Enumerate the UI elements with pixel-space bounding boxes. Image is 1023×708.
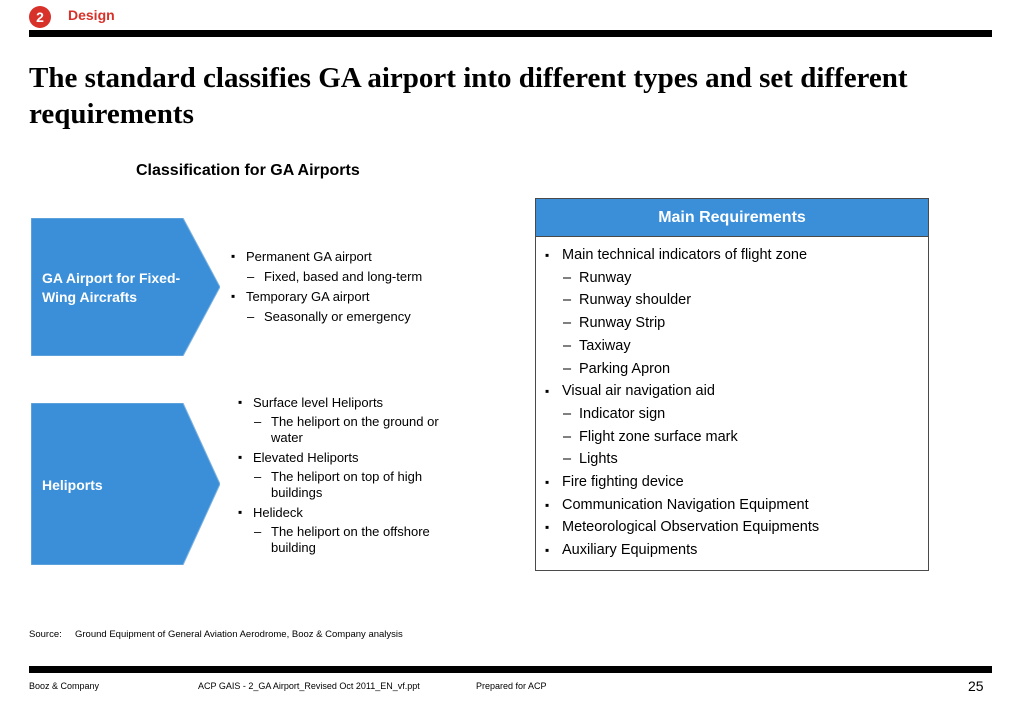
requirement-subitem: – Runway <box>544 267 819 290</box>
list-item: ▪ Helideck <box>236 504 451 521</box>
requirement-subitem: – Lights <box>544 448 819 471</box>
footer-prepared-for: Prepared for ACP <box>476 681 547 691</box>
requirements-list <box>544 244 819 562</box>
requirement-item: ▪ Visual air navigation aid <box>544 380 819 403</box>
category-label-line: GA Airport for Fixed- <box>42 270 181 286</box>
list-item: ▪ Elevated Heliports <box>236 449 451 466</box>
requirement-subitem: – Runway Strip <box>544 312 819 335</box>
section-name: Design <box>68 7 115 23</box>
bottom-divider <box>29 666 992 673</box>
footer-company: Booz & Company <box>29 681 100 691</box>
footer-filename: ACP GAIS - 2_GA Airport_Revised Oct 2011_EN_vf.ppt <box>198 681 420 691</box>
section-number-badge: 2 <box>29 6 51 28</box>
list-item: ▪ Permanent GA airport <box>229 248 459 265</box>
requirement-subitem: – Runway shoulder <box>544 289 819 312</box>
requirement-subitem: – Indicator sign <box>544 403 819 426</box>
list-subitem: – The heliport on the offshore building <box>236 524 451 556</box>
requirement-subitem: – Parking Apron <box>544 358 819 381</box>
category-chevron-heliports <box>31 403 220 565</box>
requirements-header: Main Requirements <box>536 199 928 237</box>
requirements-box <box>535 198 929 571</box>
source-note <box>29 629 403 640</box>
category-chevron-fixed-wing <box>31 218 220 356</box>
source-label: Source: <box>29 629 62 640</box>
category-label-line: Wing Aircrafts <box>42 289 138 305</box>
category-items-heliports <box>236 394 451 559</box>
requirement-item: ▪ Auxiliary Equipments <box>544 539 819 562</box>
category-items-fixed-wing <box>229 248 459 328</box>
diagram-subtitle: Classification for GA Airports <box>136 162 360 179</box>
list-subitem: – Fixed, based and long-term <box>229 268 459 285</box>
requirement-item: ▪ Meteorological Observation Equipments <box>544 516 819 539</box>
list-item: ▪ Surface level Heliports <box>236 394 451 411</box>
source-text: Ground Equipment of General Aviation Aerodrome, Booz & Company analysis <box>75 629 403 640</box>
requirement-item: ▪ Main technical indicators of flight zone <box>544 244 819 267</box>
list-item: ▪ Temporary GA airport <box>229 288 459 305</box>
top-divider <box>29 30 992 37</box>
requirement-item: ▪ Fire fighting device <box>544 471 819 494</box>
requirement-item: ▪ Communication Navigation Equipment <box>544 494 819 517</box>
category-label <box>42 269 180 307</box>
category-label-line: Heliports <box>42 477 103 493</box>
requirement-subitem: – Flight zone surface mark <box>544 426 819 449</box>
category-label <box>42 476 103 495</box>
list-subitem: – Seasonally or emergency <box>229 308 459 325</box>
list-subitem: – The heliport on the ground or water <box>236 414 451 446</box>
list-subitem: – The heliport on top of high buildings <box>236 469 451 501</box>
requirement-subitem: – Taxiway <box>544 335 819 358</box>
page-number: 25 <box>968 678 984 694</box>
page-title: The standard classifies GA airport into different types and set different requirements <box>29 62 908 130</box>
